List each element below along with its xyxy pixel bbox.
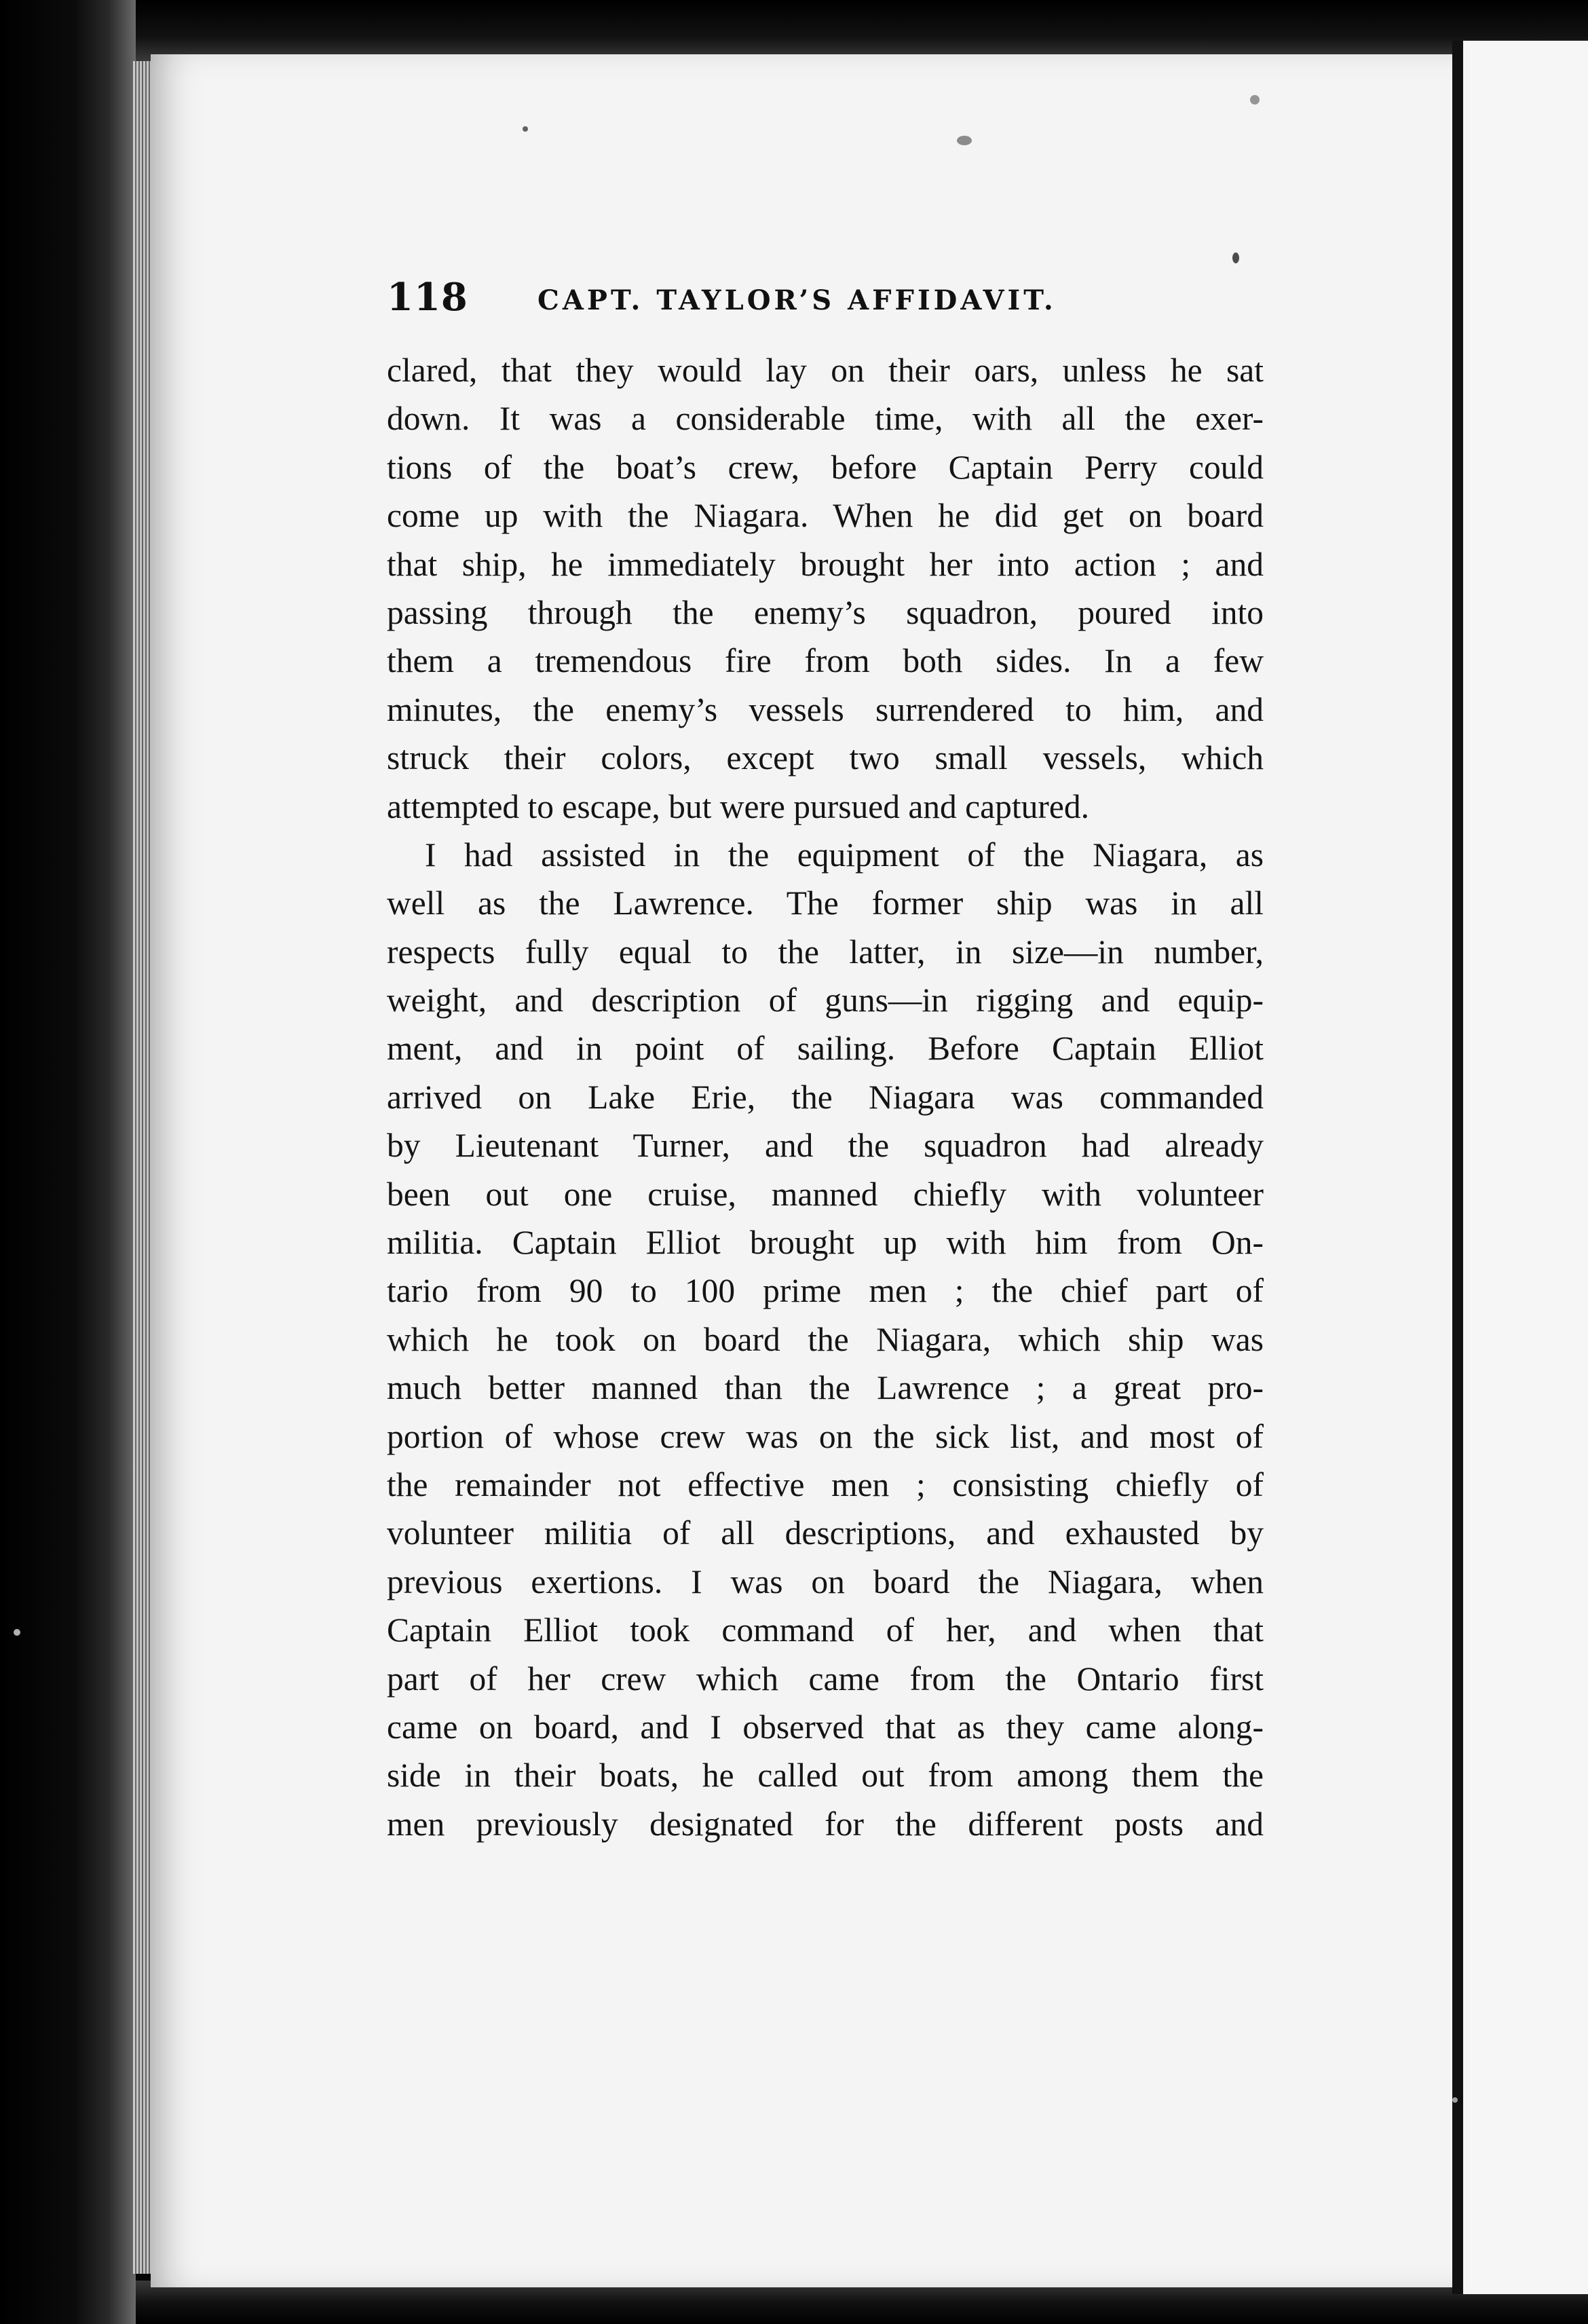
text-line: arrived on Lake Erie, the Niagara was commanded — [387, 1078, 1264, 1116]
text-line: Captain Elliot took command of her, and when that — [387, 1611, 1264, 1649]
text-line: ment, and in point of sailing. Before Captain Elliot — [387, 1030, 1264, 1068]
text-line: previous exertions. I was on board the Niagara, when — [387, 1562, 1264, 1600]
text-line: tions of the boat’s crew, before Captain Perry could — [387, 448, 1264, 486]
scan-speck — [14, 1629, 20, 1636]
text-line: men previously designated for the different posts and — [387, 1805, 1264, 1843]
scan-speck — [523, 126, 528, 132]
text-line: respects fully equal to the latter, in size—in number, — [387, 933, 1264, 971]
text-line: much better manned than the Lawrence ; a great pro- — [387, 1369, 1264, 1407]
text-line: been out one cruise, manned chiefly with volunteer — [387, 1175, 1264, 1213]
text-line: attempted to escape, but were pursued and captured. — [387, 787, 1089, 825]
scan-speck — [1232, 252, 1239, 263]
text-line: that ship, he immediately brought her into action ; and — [387, 545, 1264, 583]
text-line: them a tremendous fire from both sides. In a few — [387, 642, 1264, 680]
text-line: part of her crew which came from the Ontario first — [387, 1660, 1264, 1698]
text-line: passing through the enemy’s squadron, poured into — [387, 593, 1264, 631]
text-line: which he took on board the Niagara, which ship was — [387, 1320, 1264, 1358]
page-number: 118 — [387, 275, 468, 320]
text-line: struck their colors, except two small vessels, which — [387, 739, 1264, 777]
text-line: well as the Lawrence. The former ship was in all — [387, 884, 1264, 922]
text-line: by Lieutenant Turner, and the squadron had already — [387, 1127, 1264, 1165]
running-title: CAPT. TAYLOR’S AFFIDAVIT. — [537, 284, 1057, 316]
text-line: side in their boats, he called out from among them the — [387, 1757, 1264, 1795]
text-line: clared, that they would lay on their oars, unless he sat — [387, 352, 1264, 389]
text-line: came on board, and I observed that as they came along- — [387, 1708, 1264, 1746]
body-text — [387, 346, 1264, 1848]
book-binding-edge — [0, 0, 136, 2324]
paragraph-start-line: I had assisted in the equipment of the Niagara, as — [425, 836, 1264, 874]
text-line: portion of whose crew was on the sick list, and most of — [387, 1417, 1264, 1455]
text-line: minutes, the enemy’s vessels surrendered to him, and — [387, 690, 1264, 728]
scan-speck — [1250, 95, 1260, 105]
running-header — [387, 275, 1289, 329]
text-line: militia. Captain Elliot brought up with him from On- — [387, 1224, 1264, 1262]
adjacent-page-edge — [1452, 41, 1588, 2294]
text-line: down. It was a considerable time, with all the exer- — [387, 400, 1264, 438]
text-line: volunteer militia of all descriptions, and exhausted by — [387, 1514, 1264, 1552]
scan-speck — [1452, 2097, 1458, 2103]
text-line: weight, and description of guns—in rigging and equip- — [387, 981, 1264, 1019]
text-line: the remainder not effective men ; consisting chiefly of — [387, 1465, 1264, 1503]
page-edge-stack — [133, 61, 152, 2274]
text-line: come up with the Niagara. When he did get on board — [387, 497, 1264, 535]
text-line: tario from 90 to 100 prime men ; the chief part of — [387, 1272, 1264, 1310]
scan-speck — [957, 136, 972, 145]
scan-top-border — [136, 0, 1588, 61]
